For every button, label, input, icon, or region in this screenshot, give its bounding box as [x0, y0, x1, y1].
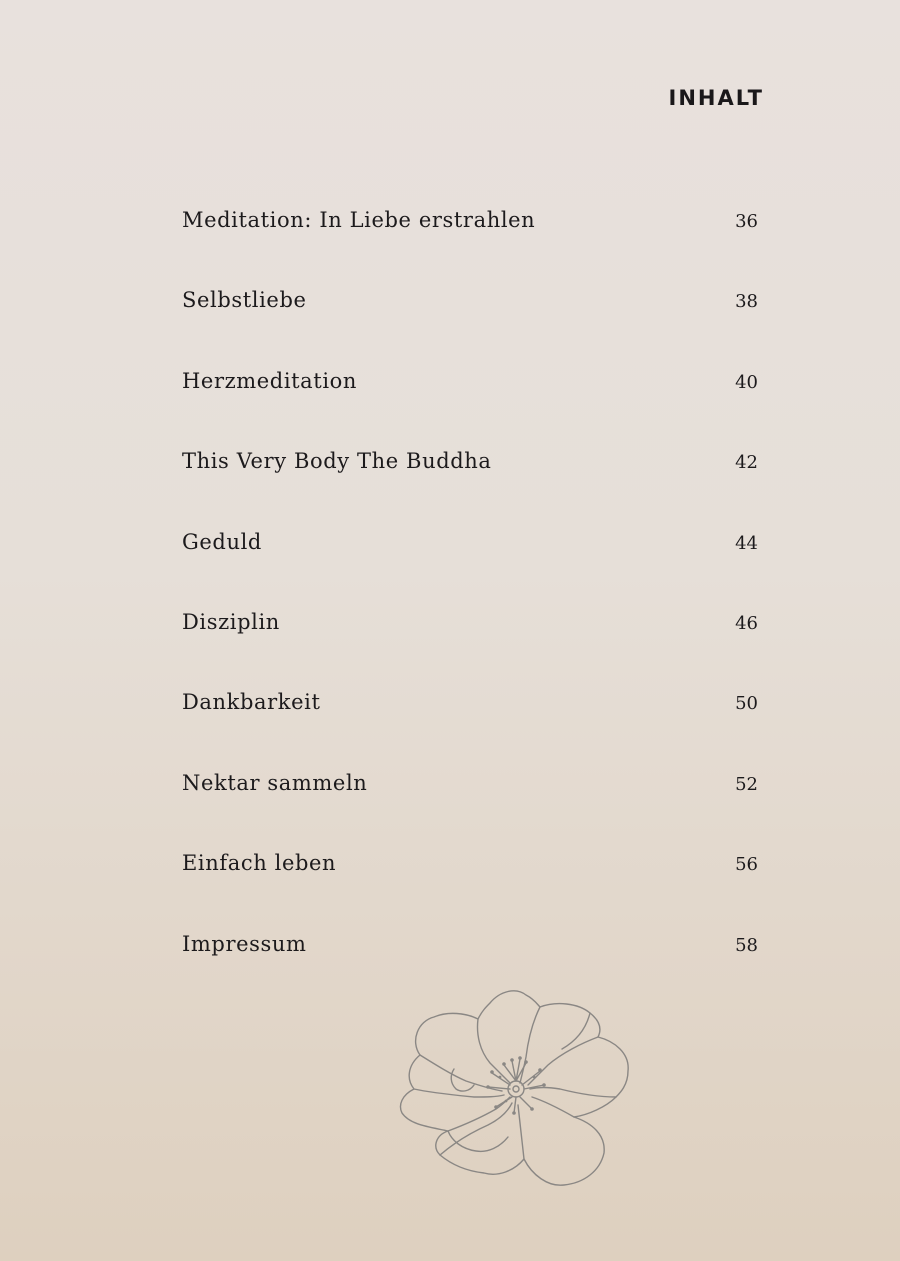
flower-icon	[392, 985, 636, 1195]
toc-entry[interactable]	[182, 680, 758, 760]
toc-entry-title: Impressum	[182, 931, 307, 956]
toc-entry-title: Geduld	[182, 529, 262, 554]
toc-entry-page: 46	[735, 612, 758, 634]
toc-entry-title: Dankbarkeit	[182, 690, 321, 715]
toc-entry-page: 36	[735, 211, 758, 232]
toc-entry[interactable]	[182, 278, 758, 358]
toc-entry-title: This Very Body The Buddha	[182, 449, 492, 474]
toc-entry-title: Selbstliebe	[182, 288, 307, 313]
toc-entry[interactable]	[182, 600, 758, 680]
toc-entry-page: 44	[735, 532, 758, 554]
toc-entry-page: 38	[735, 291, 758, 313]
toc-entry-page: 42	[735, 452, 758, 474]
toc-entry[interactable]	[182, 761, 758, 841]
toc-entry[interactable]	[182, 841, 758, 921]
page-title: INHALT	[668, 86, 764, 110]
toc-entry[interactable]	[182, 359, 758, 439]
toc-entry[interactable]	[182, 439, 758, 519]
toc-entry-page: 52	[735, 773, 758, 795]
toc-entry-page: 56	[735, 854, 758, 876]
toc-entry-page: 40	[735, 371, 758, 393]
toc-entry-title: Disziplin	[182, 609, 280, 634]
toc-entry-page: 50	[735, 693, 758, 715]
toc-entry-page: 58	[735, 934, 758, 956]
toc-entry-title: Meditation: In Liebe erstrahlen	[182, 208, 536, 232]
toc-entry[interactable]	[182, 520, 758, 600]
table-of-contents	[182, 198, 758, 1002]
toc-entry-title: Einfach leben	[182, 851, 337, 876]
toc-entry-title: Herzmeditation	[182, 368, 358, 393]
toc-entry[interactable]	[182, 198, 758, 278]
toc-entry-title: Nektar sammeln	[182, 770, 368, 795]
